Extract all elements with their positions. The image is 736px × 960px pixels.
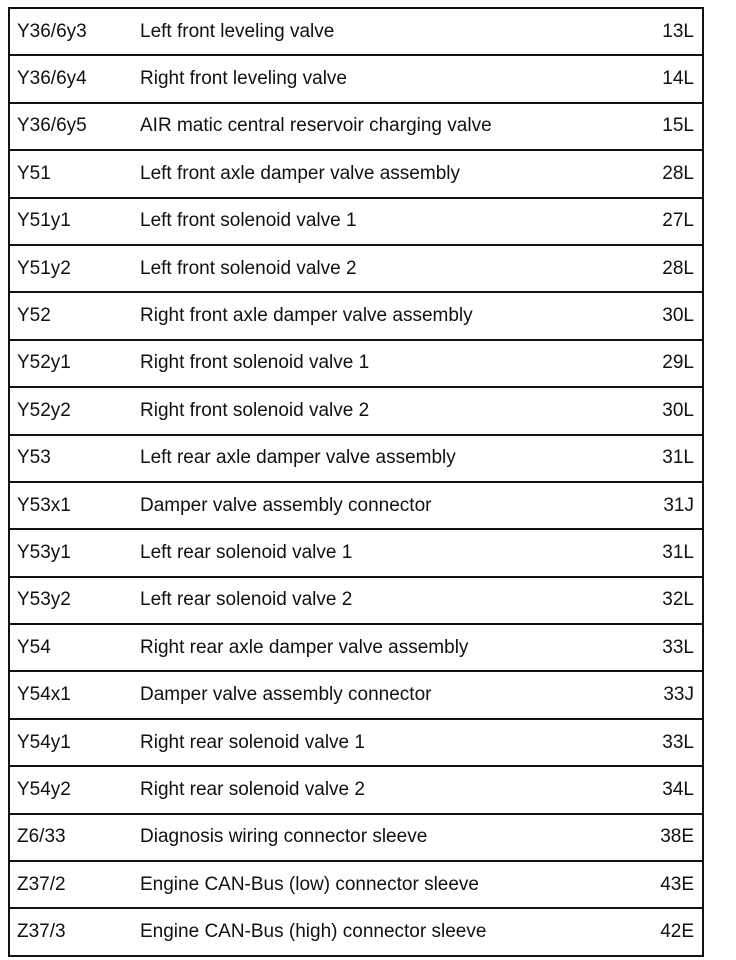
component-code: Y53y2: [9, 577, 132, 624]
component-description: Diagnosis wiring connector sleeve: [132, 814, 630, 861]
component-code: Z37/3: [9, 908, 132, 955]
grid-location: 43E: [630, 861, 703, 908]
table-row: [9, 292, 703, 339]
grid-location: 30L: [630, 387, 703, 434]
grid-location: 33L: [630, 719, 703, 766]
table-row: [9, 340, 703, 387]
component-code: Y54: [9, 624, 132, 671]
component-description: Right front leveling valve: [132, 55, 630, 102]
grid-location: 29L: [630, 340, 703, 387]
grid-location: 15L: [630, 103, 703, 150]
table-row: [9, 55, 703, 102]
component-code: Y36/6y4: [9, 55, 132, 102]
grid-location: 28L: [630, 150, 703, 197]
component-code: Y36/6y5: [9, 103, 132, 150]
component-code: Y51y1: [9, 198, 132, 245]
component-description: Engine CAN-Bus (low) connector sleeve: [132, 861, 630, 908]
table-row: [9, 624, 703, 671]
table-row: [9, 435, 703, 482]
table-row: [9, 8, 703, 55]
table-row: [9, 198, 703, 245]
component-description: Left rear axle damper valve assembly: [132, 435, 630, 482]
grid-location: 28L: [630, 245, 703, 292]
table-row: [9, 482, 703, 529]
component-code: Y53: [9, 435, 132, 482]
grid-location: 27L: [630, 198, 703, 245]
grid-location: 31L: [630, 435, 703, 482]
grid-location: 33L: [630, 624, 703, 671]
component-code: Y53y1: [9, 529, 132, 576]
component-description: Left rear solenoid valve 2: [132, 577, 630, 624]
grid-location: 31L: [630, 529, 703, 576]
table-row: [9, 577, 703, 624]
table-row: [9, 766, 703, 813]
component-description: Right rear solenoid valve 2: [132, 766, 630, 813]
table-row: [9, 245, 703, 292]
component-description: Right front axle damper valve assembly: [132, 292, 630, 339]
grid-location: 33J: [630, 671, 703, 718]
table-row: [9, 103, 703, 150]
component-description: Right front solenoid valve 2: [132, 387, 630, 434]
table-row: [9, 908, 703, 955]
grid-location: 38E: [630, 814, 703, 861]
component-code: Y54y2: [9, 766, 132, 813]
component-code: Y54x1: [9, 671, 132, 718]
grid-location: 42E: [630, 908, 703, 955]
component-description: Right rear axle damper valve assembly: [132, 624, 630, 671]
table-row: [9, 387, 703, 434]
component-code: Y36/6y3: [9, 8, 132, 55]
component-description: Left front leveling valve: [132, 8, 630, 55]
grid-location: 32L: [630, 577, 703, 624]
table-row: [9, 814, 703, 861]
component-code: Y54y1: [9, 719, 132, 766]
table-row: [9, 671, 703, 718]
component-code: Z6/33: [9, 814, 132, 861]
component-description: Left front solenoid valve 2: [132, 245, 630, 292]
component-description: Left front axle damper valve assembly: [132, 150, 630, 197]
component-description: Left rear solenoid valve 1: [132, 529, 630, 576]
component-description: Damper valve assembly connector: [132, 671, 630, 718]
table-row: [9, 719, 703, 766]
component-legend-table: [8, 7, 704, 957]
component-description: Right rear solenoid valve 1: [132, 719, 630, 766]
grid-location: 31J: [630, 482, 703, 529]
grid-location: 14L: [630, 55, 703, 102]
component-code: Y53x1: [9, 482, 132, 529]
component-description: Left front solenoid valve 1: [132, 198, 630, 245]
component-code: Y51: [9, 150, 132, 197]
table-row: [9, 150, 703, 197]
component-description: Right front solenoid valve 1: [132, 340, 630, 387]
component-code: Y52y2: [9, 387, 132, 434]
component-code: Z37/2: [9, 861, 132, 908]
table-row: [9, 861, 703, 908]
component-description: Engine CAN-Bus (high) connector sleeve: [132, 908, 630, 955]
component-description: Damper valve assembly connector: [132, 482, 630, 529]
component-code: Y52y1: [9, 340, 132, 387]
component-description: AIR matic central reservoir charging valve: [132, 103, 630, 150]
grid-location: 30L: [630, 292, 703, 339]
component-legend-body: [9, 8, 703, 956]
component-code: Y52: [9, 292, 132, 339]
grid-location: 34L: [630, 766, 703, 813]
component-code: Y51y2: [9, 245, 132, 292]
grid-location: 13L: [630, 8, 703, 55]
table-row: [9, 529, 703, 576]
